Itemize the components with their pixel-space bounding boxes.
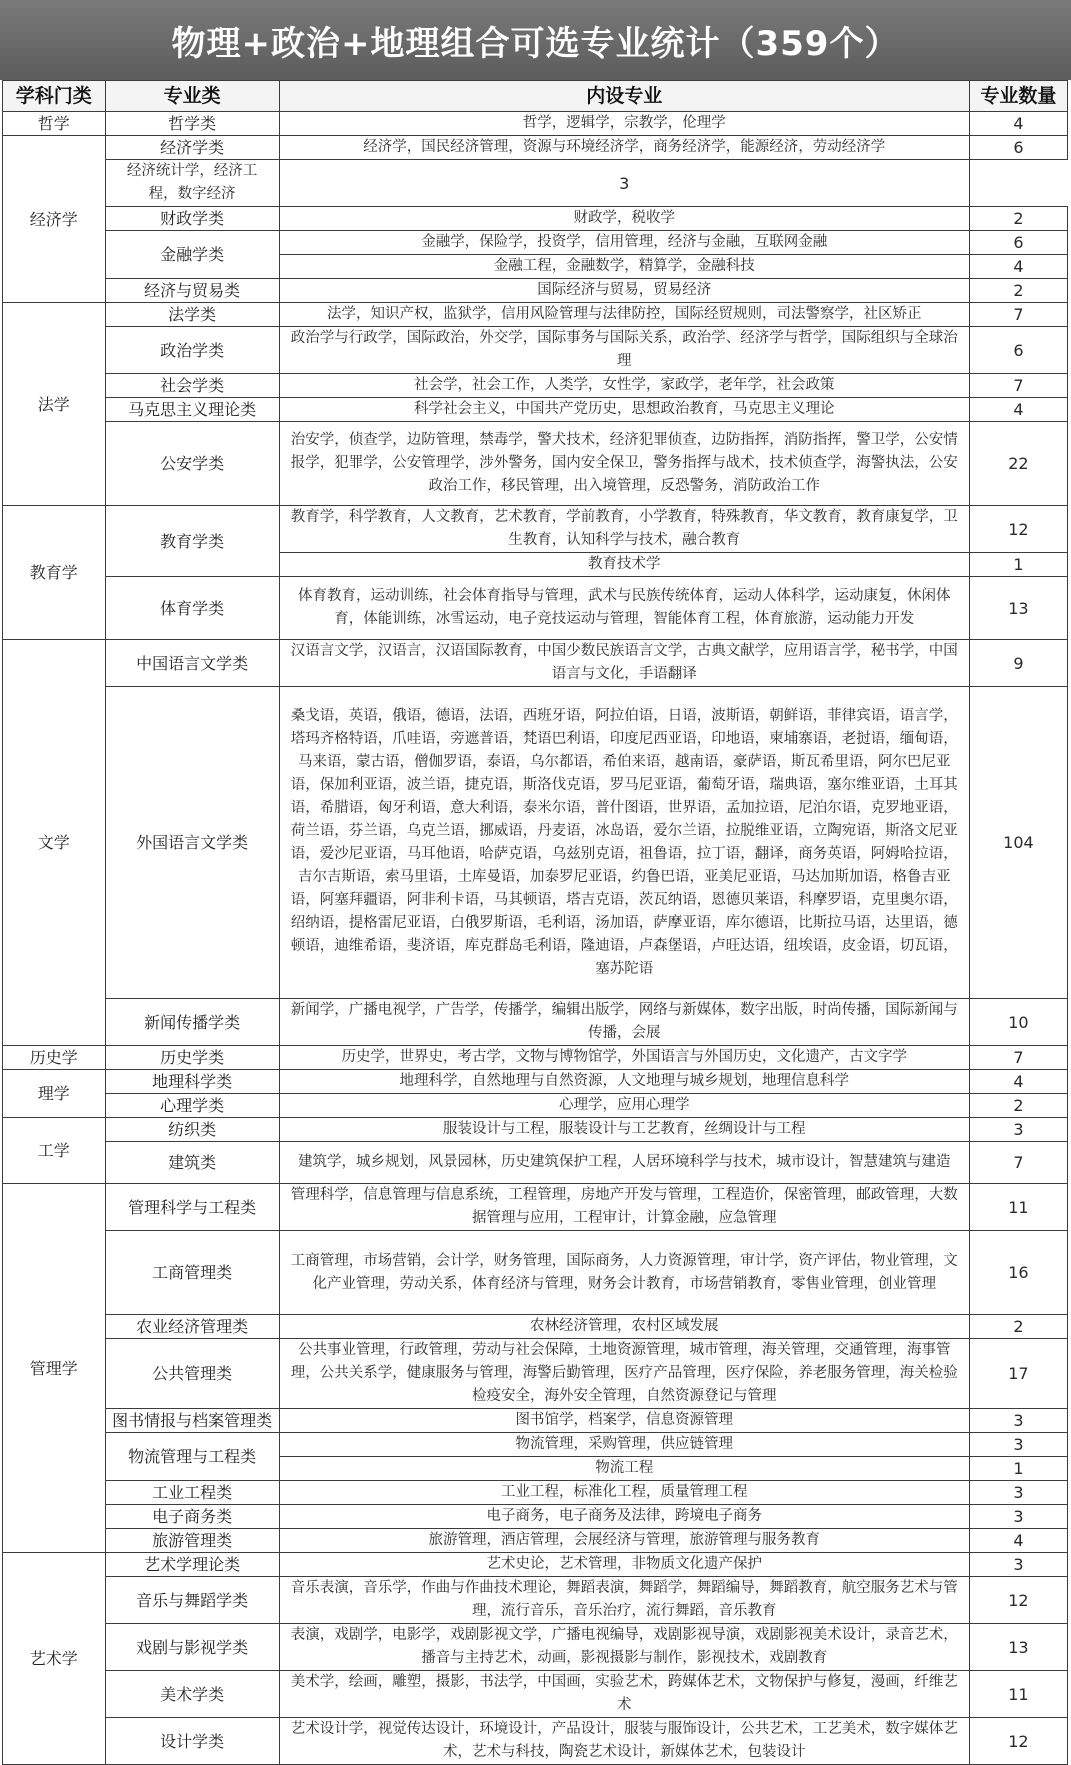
class-cell: 公安学类 (105, 422, 279, 506)
table-row (3, 112, 1068, 136)
majors-cell: 哲学，逻辑学，宗教学，伦理学 (279, 112, 969, 136)
table-row (3, 160, 1068, 207)
category-cell: 管理学 (3, 1184, 106, 1553)
majors-cell: 桑戈语，英语，俄语，德语，法语，西班牙语，阿拉伯语，日语，波斯语，朝鲜语，菲律宾语，语言学，塔玛齐格特语，爪哇语，旁遮普语，梵语巴利语，印度尼西亚语，印地语，柬埔寨语，老挝语，缅甸语，马来语，蒙古语，僧伽罗语，泰语，乌尔都语，希伯来语，越南语，豪萨语，斯瓦希里语，阿尔巴尼亚语，保加利亚语，波兰语，捷克语，斯洛伐克语，罗马尼亚语，葡萄牙语，瑞典语，塞尔维亚语，土耳其语，希腊语，匈牙利语，意大利语，泰米尔语，普什图语，世界语，孟加拉语，尼泊尔语，克罗地亚语，荷兰语，芬兰语，乌克兰语，挪威语，丹麦语，冰岛语，爱尔兰语，拉脱维亚语，立陶宛语，斯洛文尼亚语，爱沙尼亚语，马耳他语，哈萨克语，乌兹别克语，祖鲁语，拉丁语，翻译，商务英语，阿姆哈拉语，吉尔吉斯语，索马里语，土库曼语，加泰罗尼亚语，约鲁巴语，亚美尼亚语，马达加斯加语，格鲁吉亚语，阿塞拜疆语，阿非利卡语，马其顿语，塔吉克语，茨瓦纳语，恩德贝莱语，科摩罗语，克里奥尔语，绍纳语，提格雷尼亚语，白俄罗斯语，毛利语，汤加语，萨摩亚语，库尔德语，比斯拉马语，达里语，德顿语，迪维希语，斐济语，库克群岛毛利语，隆迪语，卢森堡语，卢旺达语，纽埃语，皮金语，切瓦语，塞苏陀语 (279, 687, 969, 999)
count-cell: 13 (969, 577, 1067, 640)
majors-cell: 建筑学，城乡规划，风景园林，历史建筑保护工程，人居环境科学与技术，城市设计，智慧建筑与建造 (279, 1142, 969, 1184)
majors-cell: 美术学，绘画，雕塑，摄影，书法学，中国画，实验艺术，跨媒体艺术，文物保护与修复，漫画，纤维艺术 (279, 1671, 969, 1718)
class-cell: 历史学类 (105, 1046, 279, 1070)
count-cell: 7 (969, 1142, 1067, 1184)
table-body (3, 112, 1068, 1765)
majors-cell: 心理学，应用心理学 (279, 1094, 969, 1118)
majors-cell: 农林经济管理，农村区域发展 (279, 1315, 969, 1339)
majors-cell: 科学社会主义，中国共产党历史，思想政治教育，马克思主义理论 (279, 398, 969, 422)
table-row (3, 422, 1068, 506)
table-row (3, 1184, 1068, 1231)
majors-cell: 工商管理，市场营销，会计学，财务管理，国际商务，人力资源管理，审计学，资产评估，物业管理，文化产业管理，劳动关系，体育经济与管理，财务会计教育，市场营销教育，零售业管理，创业管理 (279, 1231, 969, 1315)
table-row (3, 1505, 1068, 1529)
class-cell: 马克思主义理论类 (105, 398, 279, 422)
count-cell: 3 (969, 1553, 1067, 1577)
count-cell: 7 (969, 1046, 1067, 1070)
class-cell: 外国语言文学类 (105, 687, 279, 999)
table-row (3, 1070, 1068, 1094)
majors-cell: 政治学与行政学，国际政治，外交学，国际事务与国际关系，政治学、经济学与哲学，国际组织与全球治理 (279, 327, 969, 374)
majors-cell: 工业工程，标准化工程，质量管理工程 (279, 1481, 969, 1505)
count-cell: 3 (969, 1433, 1067, 1457)
table-row (3, 1118, 1068, 1142)
count-cell: 16 (969, 1231, 1067, 1315)
count-cell: 12 (969, 1718, 1067, 1765)
category-cell: 法学 (3, 303, 106, 506)
count-cell: 4 (969, 1070, 1067, 1094)
table-row (3, 327, 1068, 374)
majors-cell: 经济学，国民经济管理，资源与环境经济学，商务经济学，能源经济，劳动经济学 (279, 136, 969, 160)
table-row (3, 136, 1068, 160)
class-cell: 图书情报与档案管理类 (105, 1409, 279, 1433)
count-cell: 6 (969, 231, 1067, 255)
count-cell: 1 (969, 1457, 1067, 1481)
category-cell: 理学 (3, 1070, 106, 1118)
class-cell: 电子商务类 (105, 1505, 279, 1529)
majors-cell: 图书馆学，档案学，信息资源管理 (279, 1409, 969, 1433)
category-cell: 文学 (3, 640, 106, 1046)
count-cell: 3 (969, 1409, 1067, 1433)
table-row (3, 398, 1068, 422)
count-cell: 11 (969, 1671, 1067, 1718)
class-cell: 美术学类 (105, 1671, 279, 1718)
class-cell: 设计学类 (105, 1718, 279, 1765)
count-cell: 4 (969, 1529, 1067, 1553)
class-cell: 金融学类 (105, 231, 279, 279)
table-row (3, 1094, 1068, 1118)
count-cell: 4 (969, 255, 1067, 279)
count-cell: 4 (969, 112, 1067, 136)
count-cell: 7 (969, 303, 1067, 327)
class-cell: 哲学类 (105, 112, 279, 136)
count-cell: 3 (969, 1505, 1067, 1529)
table-row (3, 1671, 1068, 1718)
majors-cell: 经济统计学，经济工程，数字经济 (105, 160, 279, 207)
header-majors: 内设专业 (279, 81, 969, 112)
count-cell: 12 (969, 1577, 1067, 1624)
count-cell: 7 (969, 374, 1067, 398)
table-row (3, 640, 1068, 687)
count-cell: 2 (969, 207, 1067, 231)
count-cell: 3 (969, 1118, 1067, 1142)
majors-cell: 教育技术学 (279, 553, 969, 577)
count-cell: 2 (969, 1094, 1067, 1118)
majors-cell: 管理科学，信息管理与信息系统，工程管理，房地产开发与管理，工程造价，保密管理，邮政管理，大数据管理与应用，工程审计，计算金融，应急管理 (279, 1184, 969, 1231)
majors-cell: 地理科学，自然地理与自然资源，人文地理与城乡规划，地理信息科学 (279, 1070, 969, 1094)
majors-cell: 艺术设计学，视觉传达设计，环境设计，产品设计，服装与服饰设计，公共艺术，工艺美术，数字媒体艺术，艺术与科技，陶瓷艺术设计，新媒体艺术，包装设计 (279, 1718, 969, 1765)
table-row (3, 1142, 1068, 1184)
header-category: 学科门类 (3, 81, 106, 112)
count-cell: 6 (969, 327, 1067, 374)
class-cell: 旅游管理类 (105, 1529, 279, 1553)
count-cell: 2 (969, 1315, 1067, 1339)
majors-cell: 服装设计与工程，服装设计与工艺教育，丝绸设计与工程 (279, 1118, 969, 1142)
class-cell: 经济学类 (105, 136, 279, 160)
majors-cell: 国际经济与贸易，贸易经济 (279, 279, 969, 303)
table-row (3, 1624, 1068, 1671)
class-cell: 工业工程类 (105, 1481, 279, 1505)
title-bar (0, 0, 1071, 80)
category-cell: 艺术学 (3, 1553, 106, 1765)
class-cell: 体育学类 (105, 577, 279, 640)
table-row (3, 1577, 1068, 1624)
table-row (3, 1231, 1068, 1315)
category-cell: 历史学 (3, 1046, 106, 1070)
count-cell: 3 (969, 1481, 1067, 1505)
majors-cell: 旅游管理，酒店管理，会展经济与管理，旅游管理与服务教育 (279, 1529, 969, 1553)
count-cell: 1 (969, 553, 1067, 577)
category-cell: 工学 (3, 1118, 106, 1184)
majors-cell: 电子商务，电子商务及法律，跨境电子商务 (279, 1505, 969, 1529)
header-count: 专业数量 (969, 81, 1067, 112)
majors-cell: 表演，戏剧学，电影学，戏剧影视文学，广播电视编导，戏剧影视导演，戏剧影视美术设计，录音艺术，播音与主持艺术，动画，影视摄影与制作，影视技术，戏剧教育 (279, 1624, 969, 1671)
class-cell: 艺术学理论类 (105, 1553, 279, 1577)
majors-cell: 公共事业管理，行政管理，劳动与社会保障，土地资源管理，城市管理，海关管理，交通管理，海事管理，公共关系学，健康服务与管理，海警后勤管理，医疗产品管理，医疗保险，养老服务管理，海关检验检疫安全，海外安全管理，自然资源登记与管理 (279, 1339, 969, 1409)
table-row (3, 279, 1068, 303)
count-cell: 17 (969, 1339, 1067, 1409)
header-class: 专业类 (105, 81, 279, 112)
count-cell: 6 (969, 136, 1067, 160)
class-cell: 财政学类 (105, 207, 279, 231)
class-cell: 物流管理与工程类 (105, 1433, 279, 1481)
table-row (3, 1315, 1068, 1339)
count-cell: 104 (969, 687, 1067, 999)
majors-cell: 音乐表演，音乐学，作曲与作曲技术理论，舞蹈表演，舞蹈学，舞蹈编导，舞蹈教育，航空服务艺术与管理，流行音乐，音乐治疗，流行舞蹈，音乐教育 (279, 1577, 969, 1624)
class-cell: 法学类 (105, 303, 279, 327)
table-row (3, 999, 1068, 1046)
count-cell: 10 (969, 999, 1067, 1046)
table-row (3, 687, 1068, 999)
majors-cell: 体育教育，运动训练，社会体育指导与管理，武术与民族传统体育，运动人体科学，运动康复，休闲体育，体能训练，冰雪运动，电子竞技运动与管理，智能体育工程，体育旅游，运动能力开发 (279, 577, 969, 640)
count-cell: 3 (279, 160, 969, 207)
category-cell: 哲学 (3, 112, 106, 136)
count-cell: 9 (969, 640, 1067, 687)
table-row (3, 303, 1068, 327)
table-row (3, 374, 1068, 398)
category-cell: 教育学 (3, 506, 106, 640)
majors-cell: 历史学，世界史，考古学，文物与博物馆学，外国语言与外国历史，文化遗产，古文字学 (279, 1046, 969, 1070)
table-row (3, 1553, 1068, 1577)
majors-cell: 物流工程 (279, 1457, 969, 1481)
class-cell: 建筑类 (105, 1142, 279, 1184)
major-statistics-table (2, 80, 1068, 1765)
class-cell: 公共管理类 (105, 1339, 279, 1409)
class-cell: 地理科学类 (105, 1070, 279, 1094)
majors-cell: 财政学，税收学 (279, 207, 969, 231)
table-row (3, 231, 1068, 255)
count-cell: 22 (969, 422, 1067, 506)
class-cell: 经济与贸易类 (105, 279, 279, 303)
table-row (3, 1529, 1068, 1553)
count-cell: 13 (969, 1624, 1067, 1671)
majors-cell: 艺术史论，艺术管理，非物质文化遗产保护 (279, 1553, 969, 1577)
count-cell: 2 (969, 279, 1067, 303)
majors-cell: 治安学，侦查学，边防管理，禁毒学，警犬技术，经济犯罪侦查，边防指挥，消防指挥，警卫学，公安情报学，犯罪学，公安管理学，涉外警务，国内安全保卫，警务指挥与战术，技术侦查学，海警执法，公安政治工作，移民管理，出入境管理，反恐警务，消防政治工作 (279, 422, 969, 506)
class-cell: 心理学类 (105, 1094, 279, 1118)
majors-cell: 教育学，科学教育，人文教育，艺术教育，学前教育，小学教育，特殊教育，华文教育，教育康复学，卫生教育，认知科学与技术，融合教育 (279, 506, 969, 553)
table-row (3, 577, 1068, 640)
table-row (3, 1046, 1068, 1070)
class-cell: 戏剧与影视学类 (105, 1624, 279, 1671)
class-cell: 纺织类 (105, 1118, 279, 1142)
majors-cell: 社会学，社会工作，人类学，女性学，家政学，老年学，社会政策 (279, 374, 969, 398)
class-cell: 管理科学与工程类 (105, 1184, 279, 1231)
category-cell: 经济学 (3, 136, 106, 303)
majors-cell: 汉语言文学，汉语言，汉语国际教育，中国少数民族语言文学，古典文献学，应用语言学，秘书学，中国语言与文化，手语翻译 (279, 640, 969, 687)
majors-cell: 法学，知识产权，监狱学，信用风险管理与法律防控，国际经贸规则，司法警察学，社区矫正 (279, 303, 969, 327)
class-cell: 音乐与舞蹈学类 (105, 1577, 279, 1624)
page-title: 物理+政治+地理组合可选专业统计（359个） (171, 23, 900, 64)
count-cell: 11 (969, 1184, 1067, 1231)
table-row (3, 1481, 1068, 1505)
table-row (3, 1409, 1068, 1433)
class-cell: 新闻传播学类 (105, 999, 279, 1046)
majors-cell: 金融学，保险学，投资学，信用管理，经济与金融，互联网金融 (279, 231, 969, 255)
table-row (3, 207, 1068, 231)
table-row (3, 506, 1068, 553)
table-row (3, 1339, 1068, 1409)
majors-cell: 物流管理，采购管理，供应链管理 (279, 1433, 969, 1457)
majors-cell: 新闻学，广播电视学，广告学，传播学，编辑出版学，网络与新媒体，数字出版，时尚传播，国际新闻与传播，会展 (279, 999, 969, 1046)
count-cell: 12 (969, 506, 1067, 553)
class-cell: 农业经济管理类 (105, 1315, 279, 1339)
class-cell: 社会学类 (105, 374, 279, 398)
class-cell: 政治学类 (105, 327, 279, 374)
class-cell: 教育学类 (105, 506, 279, 577)
majors-cell: 金融工程，金融数学，精算学，金融科技 (279, 255, 969, 279)
table-header-row (3, 81, 1068, 112)
count-cell: 4 (969, 398, 1067, 422)
class-cell: 中国语言文学类 (105, 640, 279, 687)
table-row (3, 1433, 1068, 1457)
class-cell: 工商管理类 (105, 1231, 279, 1315)
